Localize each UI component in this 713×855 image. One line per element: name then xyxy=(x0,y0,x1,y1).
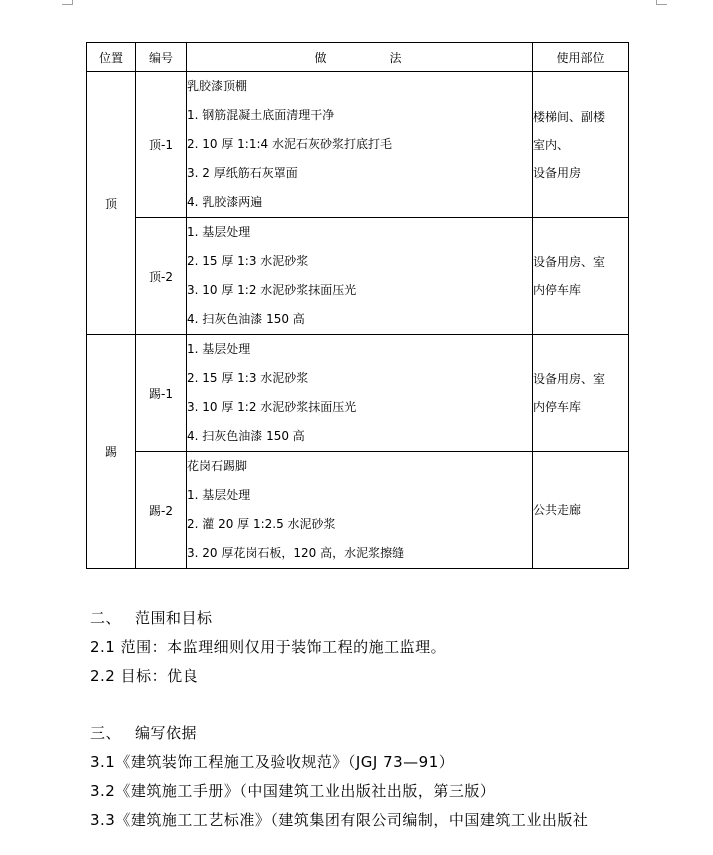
code-cell: 踢-2 xyxy=(136,452,187,569)
header-usage: 使用部位 xyxy=(533,43,629,72)
header-method-label: 做 法 xyxy=(314,50,405,65)
table-row xyxy=(87,72,629,218)
paragraph-line: 3.3《建筑施工工艺标准》（建筑集团有限公司编制，中国建筑工业出版社 xyxy=(90,811,589,829)
table-row xyxy=(87,218,629,335)
method-line: 3. 10 厚 1:2 水泥砂浆抹面压光 xyxy=(187,400,357,414)
method-line: 3. 2 厚纸筋石灰罩面 xyxy=(187,166,298,180)
table-header-row xyxy=(87,43,629,72)
method-line: 4. 扫灰色油漆 150 高 xyxy=(187,312,305,326)
specification-table xyxy=(86,42,629,569)
method-line: 3. 20 厚花岗石板，120 高，水泥浆擦缝 xyxy=(187,546,405,560)
table-row xyxy=(87,335,629,452)
header-code: 编号 xyxy=(136,43,187,72)
method-line: 花岗石踢脚 xyxy=(187,459,248,473)
usage-line: 内停车库 xyxy=(533,283,582,297)
code-cell: 顶-2 xyxy=(136,218,187,335)
method-line: 2. 灌 20 厚 1:2.5 水泥砂浆 xyxy=(187,517,336,531)
usage-line: 室内、 xyxy=(533,137,570,152)
method-line: 2. 15 厚 1:3 水泥砂浆 xyxy=(187,254,309,268)
section-heading-basis xyxy=(90,722,197,743)
margin-mark-right xyxy=(656,0,667,5)
method-line: 4. 乳胶漆两遍 xyxy=(187,195,263,209)
method-line: 乳胶漆顶棚 xyxy=(187,79,248,93)
code-cell: 顶-1 xyxy=(136,72,187,218)
usage-line: 设备用房 xyxy=(533,165,582,180)
code-cell: 踢-1 xyxy=(136,335,187,452)
method-line: 4. 扫灰色油漆 150 高 xyxy=(187,429,305,443)
usage-line: 楼梯间、副楼 xyxy=(533,109,606,124)
method-line: 3. 10 厚 1:2 水泥砂浆抹面压光 xyxy=(187,283,357,297)
usage-cell xyxy=(533,452,629,569)
section-number: 三、 xyxy=(90,724,122,742)
method-cell xyxy=(187,72,533,218)
method-cell xyxy=(187,335,533,452)
method-line: 1. 基层处理 xyxy=(187,342,251,356)
margin-mark-left xyxy=(62,0,73,5)
usage-line: 内停车库 xyxy=(533,400,582,414)
section-title: 范围和目标 xyxy=(135,609,213,627)
method-line: 1. 基层处理 xyxy=(187,488,251,502)
paragraph-line: 2.1 范围：本监理细则仅用于装饰工程的施工监理。 xyxy=(90,638,447,656)
paragraph-line: 3.1《建筑装饰工程施工及验收规范》（JGJ 73—91） xyxy=(90,753,455,771)
section-number: 二、 xyxy=(90,609,122,627)
section-heading-scope xyxy=(90,607,213,628)
table-row xyxy=(87,452,629,569)
header-position: 位置 xyxy=(87,43,136,72)
usage-cell xyxy=(533,218,629,335)
usage-line: 公共走廊 xyxy=(533,503,582,517)
usage-line: 设备用房、室 xyxy=(533,255,606,269)
header-method xyxy=(187,43,533,72)
usage-line: 设备用房、室 xyxy=(533,372,606,386)
method-cell xyxy=(187,218,533,335)
position-cell-kick: 踢 xyxy=(87,335,136,569)
method-cell xyxy=(187,452,533,569)
paragraph-line: 2.2 目标：优良 xyxy=(90,667,199,685)
position-cell-top: 顶 xyxy=(87,72,136,335)
paragraph-line: 3.2《建筑施工手册》（中国建筑工业出版社出版，第三版） xyxy=(90,782,496,800)
method-line: 1. 基层处理 xyxy=(187,225,251,239)
usage-cell xyxy=(533,72,629,218)
usage-cell xyxy=(533,335,629,452)
method-line: 2. 10 厚 1:1:4 水泥石灰砂浆打底打毛 xyxy=(187,137,392,151)
method-line: 1. 钢筋混凝土底面清理干净 xyxy=(187,108,335,122)
method-line: 2. 15 厚 1:3 水泥砂浆 xyxy=(187,371,309,385)
section-title: 编写依据 xyxy=(135,724,198,742)
